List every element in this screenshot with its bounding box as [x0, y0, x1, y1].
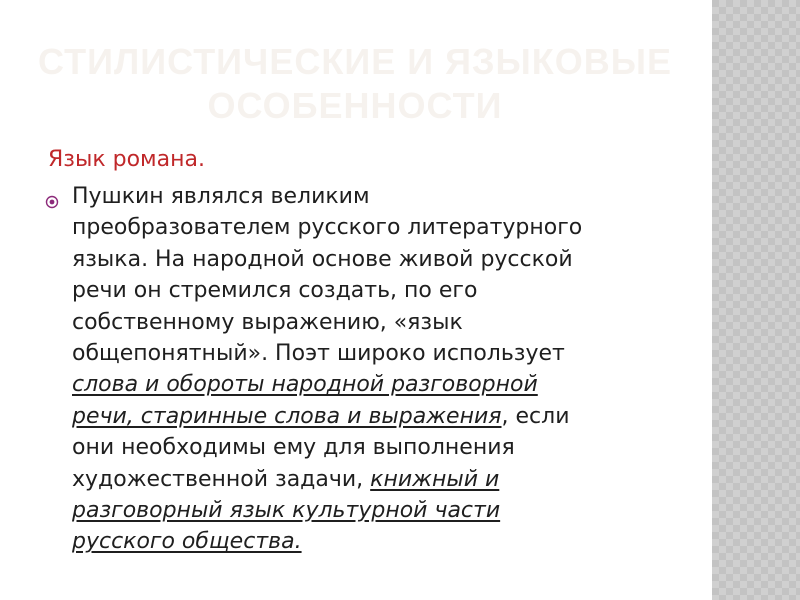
underlined-phrase: книжный и — [370, 466, 500, 492]
text-line: общепонятный». Поэт широко использует — [72, 341, 565, 367]
slide-subtitle: Язык романа. — [48, 147, 205, 172]
underlined-phrase: речи, старинные слова и выражения — [72, 403, 502, 429]
bullet-paragraph — [72, 181, 700, 558]
text-line: собственному выражению, «язык — [72, 309, 463, 335]
text-fragment: , если — [501, 403, 570, 429]
slide-title — [30, 40, 680, 128]
text-line: преобразователем русского литературного — [72, 215, 583, 241]
text-line: Пушкин являлся великим — [72, 184, 370, 209]
text-line: речи он стремился создать, по его — [72, 278, 478, 304]
slide-title-line-2: ОСОБЕННОСТИ — [207, 85, 503, 126]
circle-bullet-icon — [45, 195, 59, 209]
text-fragment: художественной задачи, — [72, 466, 371, 492]
decorative-side-panel — [712, 0, 800, 600]
underlined-phrase: слова и обороты народной разговорной — [72, 372, 538, 398]
text-line: языка. На народной основе живой русской — [72, 246, 573, 272]
underlined-phrase: разговорный язык культурной части — [72, 498, 501, 524]
text-line: они необходимы ему для выполнения — [72, 435, 515, 461]
slide-title-line-1: СТИЛИСТИЧЕСКИЕ И ЯЗЫКОВЫЕ — [37, 41, 672, 82]
underlined-phrase: русского общества. — [72, 529, 302, 555]
